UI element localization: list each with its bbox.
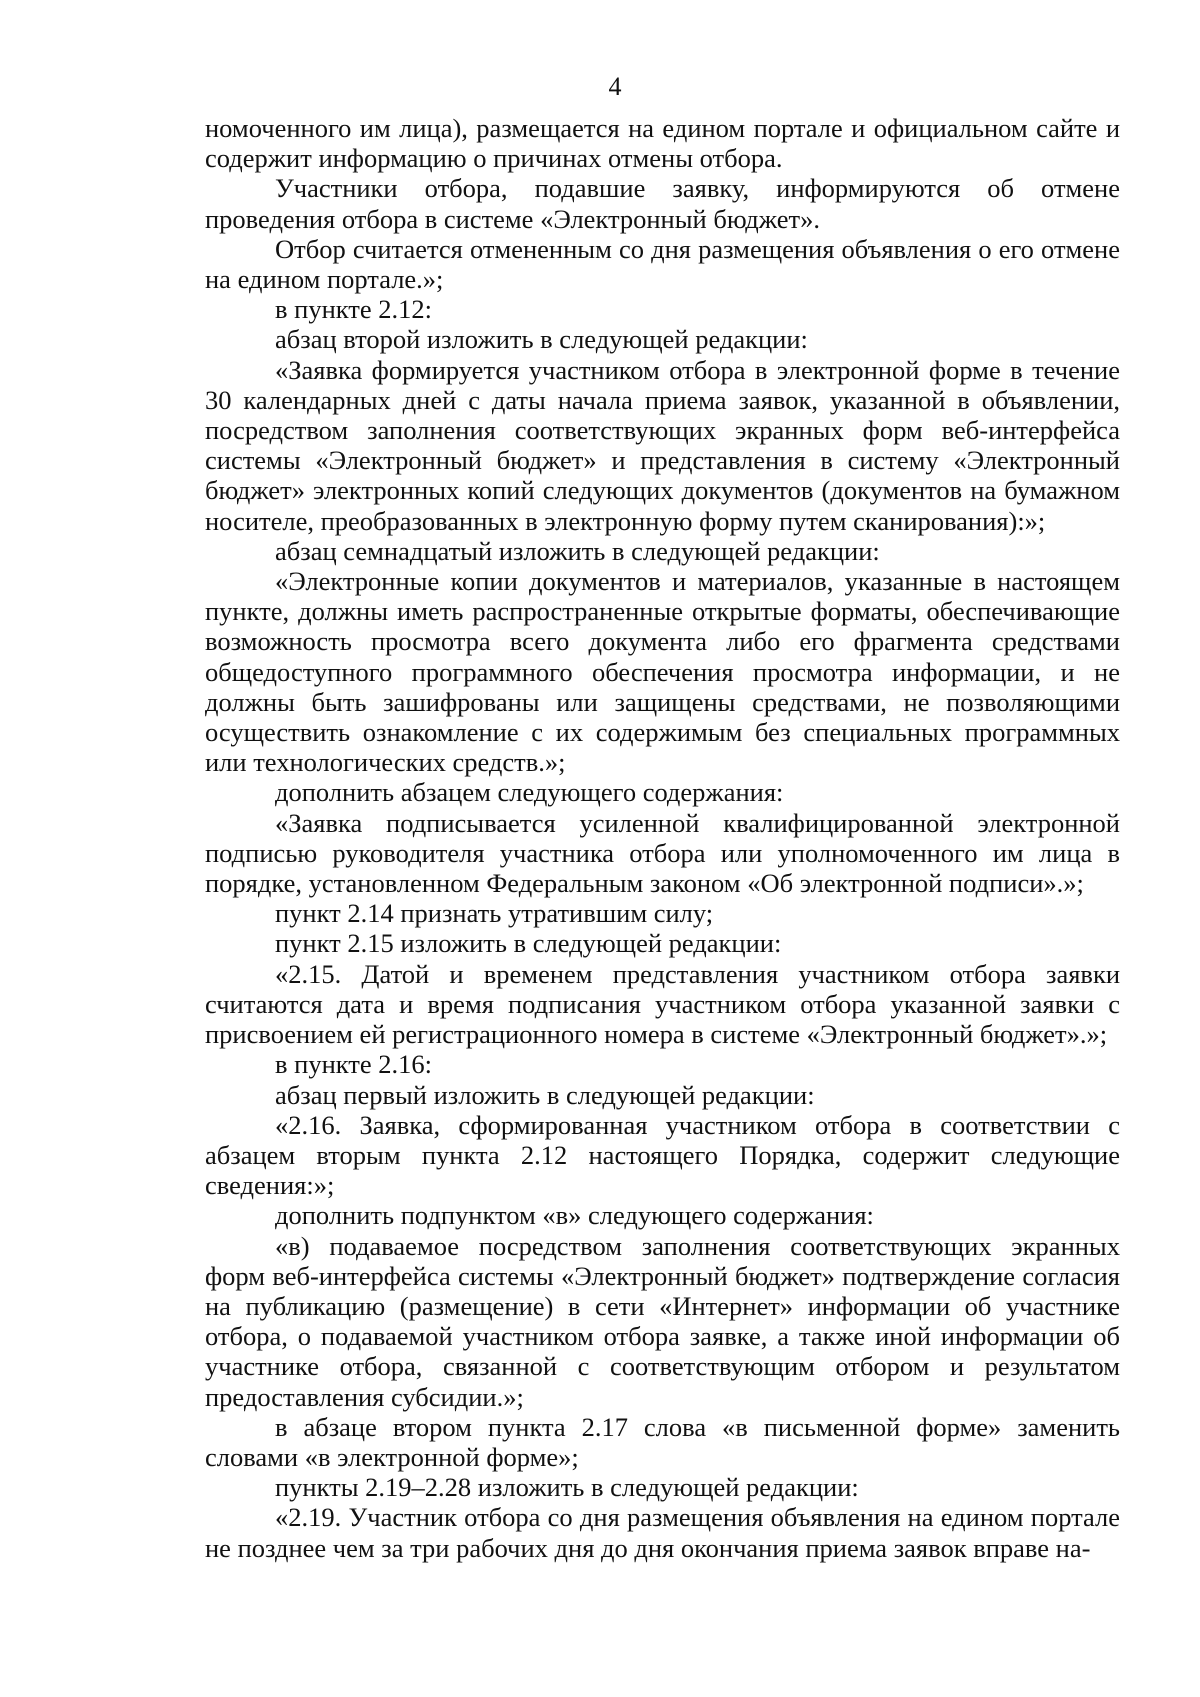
paragraph: «в) подаваемое посредством заполнения соответствующих экранных форм веб-интерфейса системы «Электронный бюджет» подтверждение согласия на публикацию (размещение) в сети «Интернет» информации об участнике отбора, о подаваемой участником отбора заявке, а также иной информации об участнике отбора, связанной с соответствующим отбором и результатом предоставления субсидии.»; <box>205 1230 1120 1412</box>
document-body <box>205 113 1120 1563</box>
paragraph: дополнить абзацем следующего содержания: <box>275 777 784 808</box>
paragraph: дополнить подпунктом «в» следующего содержания: <box>275 1200 874 1231</box>
paragraph: «2.15. Датой и временем представления участником отбора заявки считаются дата и время подписания участником отбора указанной заявки с присвоением ей регистрационного номера в системе «Электронный бюджет».»; <box>205 958 1120 1050</box>
paragraph: в пункте 2.16: <box>275 1049 432 1080</box>
paragraph: абзац второй изложить в следующей редакции: <box>275 324 808 355</box>
paragraph: Отбор считается отмененным со дня размещения объявления о его отмене на едином портале.»; <box>205 233 1120 295</box>
paragraph: «Заявка формируется участником отбора в электронной форме в течение 30 календарных дней с даты начала приема заявок, указанной в объявлении, посредством заполнения соответствующих экранных форм веб-интерфейса системы «Электронный бюджет» и представления в систему «Электронный бюджет» электронных копий следующих документов (документов на бумажном носителе, преобразованных в электронную форму путем сканирования):»; <box>205 354 1120 536</box>
paragraph: пункт 2.14 признать утратившим силу; <box>275 898 714 929</box>
paragraph: Участники отбора, подавшие заявку, информируются об отмене проведения отбора в системе «Электронный бюджет». <box>205 173 1120 234</box>
paragraph: абзац первый изложить в следующей редакции: <box>275 1079 815 1110</box>
paragraph: абзац семнадцатый изложить в следующей редакции: <box>275 535 880 566</box>
paragraph: в пункте 2.12: <box>275 294 432 325</box>
page-number: 4 <box>608 72 622 101</box>
paragraph: «2.16. Заявка, сформированная участником отбора в соответствии с абзацем вторым пункта 2.12 настоящего Порядка, содержит следующие сведения:»; <box>205 1109 1120 1201</box>
paragraph: пункт 2.15 изложить в следующей редакции: <box>275 928 782 959</box>
paragraph: пункты 2.19–2.28 изложить в следующей редакции: <box>275 1472 859 1503</box>
paragraph: «Электронные копии документов и материалов, указанные в настоящем пункте, должны иметь распространенные открытые форматы, обеспечивающие возможность просмотра всего документа либо его фрагмента средствами общедоступного программного обеспечения просмотра информации, и не должны быть зашифрованы или защищены средствами, не позволяющими осуществить ознакомление с их содержимым без специальных программных или технологических средств.»; <box>205 566 1120 778</box>
paragraph: «Заявка подписывается усиленной квалифицированной электронной подписью руководителя участника отбора или уполномоченного им лица в порядке, установленном Федеральным законом «Об электронной подписи».»; <box>205 807 1120 899</box>
paragraph-continuation: номоченного им лица), размещается на едином портале и официальном сайте и содержит информацию о причинах отмены отбора. <box>205 113 1120 174</box>
paragraph: в абзаце втором пункта 2.17 слова «в письменной форме» заменить словами «в электронной форме»; <box>205 1411 1120 1472</box>
paragraph: «2.19. Участник отбора со дня размещения объявления на едином портале не позднее чем за три рабочих дня до дня окончания приема заявок вправе на- <box>205 1502 1120 1563</box>
